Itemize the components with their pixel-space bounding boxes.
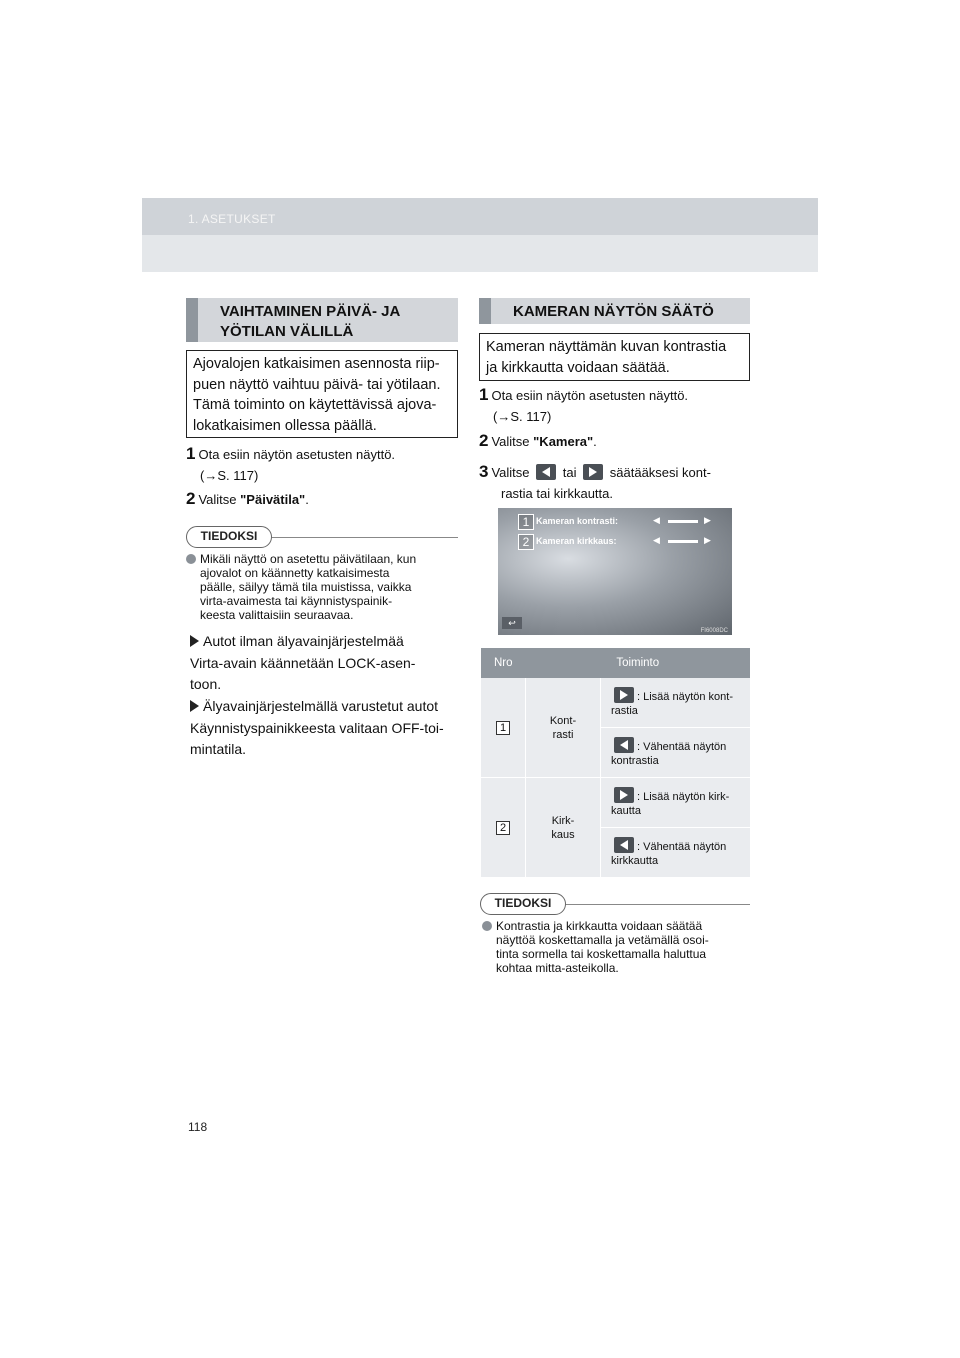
- right-heading-text: KAMERAN NÄYTÖN SÄÄTÖ: [513, 303, 714, 320]
- note-divider: [270, 537, 458, 538]
- right-step-3: 3 Valitse tai säätääksesi kont- rastia tai kirkkautta.: [479, 462, 711, 501]
- right-section-heading: [479, 298, 750, 324]
- contrast-decrease-icon: ◀: [653, 515, 660, 525]
- left-intro-box: Ajovalojen katkaisimen asennosta riip- puen näyttö vaihtuu päivä- tai yötilaan. Tämä toiminto on käytettävissä ajova- lokatkaisimen ollessa päällä.: [186, 350, 458, 438]
- callout-2: 2: [518, 534, 534, 550]
- left-step-2: 2 Valitse "Päivätila".: [186, 489, 309, 508]
- row-function: Kirk- kaus: [526, 778, 601, 878]
- left-arrow-button-icon: [614, 837, 634, 853]
- right-arrow-button-icon: [614, 787, 634, 803]
- table-row: : Vähentää näytön kontrastia: [481, 728, 750, 778]
- table-row: 1 Kont- rasti : Lisää näytön kont- rastia: [481, 678, 750, 728]
- back-icon: ↩: [502, 617, 522, 629]
- left-sub2-heading: Älyavainjärjestelmällä varustetut autot: [190, 696, 458, 717]
- heading-accent-bar: [479, 298, 491, 324]
- left-arrow-button-icon: [536, 464, 556, 480]
- page-number: 118: [188, 1120, 208, 1134]
- row-number: 2: [496, 821, 510, 835]
- right-step-1: 1 Ota esiin näytön asetusten näyttö. (→S. 117): [479, 384, 750, 427]
- function-table: [481, 648, 750, 878]
- figure-code: FI6008DC: [700, 628, 728, 634]
- col-header-nro: Nro: [481, 648, 526, 678]
- bullet-dot-icon: [482, 921, 492, 931]
- left-arrow-button-icon: [614, 737, 634, 753]
- left-sub1-text: Virta-avain käännetään LOCK-asen- toon.: [190, 655, 416, 692]
- triangle-bullet-icon: [190, 635, 199, 647]
- right-arrow-button-icon: [614, 687, 634, 703]
- callout-1: 1: [518, 514, 534, 530]
- brightness-scale: [668, 540, 698, 543]
- left-step-1: 1 Ota esiin näytön asetusten näyttö. (→S. 117): [186, 443, 458, 486]
- right-note: Kontrastia ja kirkkautta voidaan säätää näyttöä koskettamalla ja vetämällä osoi- tinta sormella tai koskettamalla haluttua kohtaa mitta-asteikolla.: [482, 919, 750, 979]
- note-badge: TIEDOKSI: [480, 893, 566, 915]
- header-band-lower: [142, 235, 818, 272]
- right-step-1-ref: (→S. 117): [493, 409, 552, 424]
- brightness-label: Kameran kirkkaus:: [536, 536, 617, 546]
- triangle-bullet-icon: [190, 700, 199, 712]
- section-label: 1. ASETUKSET: [188, 212, 276, 226]
- table-row: : Vähentää näytön kirkkautta: [481, 828, 750, 878]
- row-number: 1: [496, 721, 510, 735]
- contrast-scale: [668, 520, 698, 523]
- left-sub2-text: Käynnistyspainikkeesta valitaan OFF-toi- mintatila.: [190, 720, 444, 757]
- contrast-label: Kameran kontrasti:: [536, 516, 619, 526]
- left-note: Mikäli näyttö on asetettu päivätilaan, kun ajovalot on käännetty katkaisimesta päälle, säilyy tämä tila muistissa, vaikka virta-avaimesta tai käynnistyspainik- keesta valittaisiin seuraavaa.: [186, 552, 458, 627]
- left-section-heading: [186, 298, 458, 342]
- row-function: Kont- rasti: [526, 678, 601, 778]
- note-badge: TIEDOKSI: [186, 526, 272, 548]
- camera-settings-screenshot: [498, 508, 732, 635]
- right-arrow-button-icon: [583, 464, 603, 480]
- heading-accent-bar: [186, 298, 198, 342]
- right-step-2: 2 Valitse "Kamera".: [479, 431, 597, 450]
- left-sub1-heading: Autot ilman älyavainjärjestelmää: [190, 631, 458, 652]
- table-row: 2 Kirk- kaus : Lisää näytön kirk- kautta: [481, 778, 750, 828]
- left-step-1-ref: (→S. 117): [200, 468, 259, 483]
- left-heading-text: VAIHTAMINEN PÄIVÄ- JA YÖTILAN VÄLILLÄ: [220, 303, 401, 340]
- brightness-decrease-icon: ◀: [653, 535, 660, 545]
- bullet-dot-icon: [186, 554, 196, 564]
- col-header-toiminto: Toiminto: [526, 648, 751, 678]
- brightness-increase-icon: ▶: [704, 535, 711, 545]
- right-intro-box: Kameran näyttämän kuvan kontrastia ja kirkkautta voidaan säätää.: [479, 333, 750, 381]
- note-divider: [563, 904, 750, 905]
- contrast-increase-icon: ▶: [704, 515, 711, 525]
